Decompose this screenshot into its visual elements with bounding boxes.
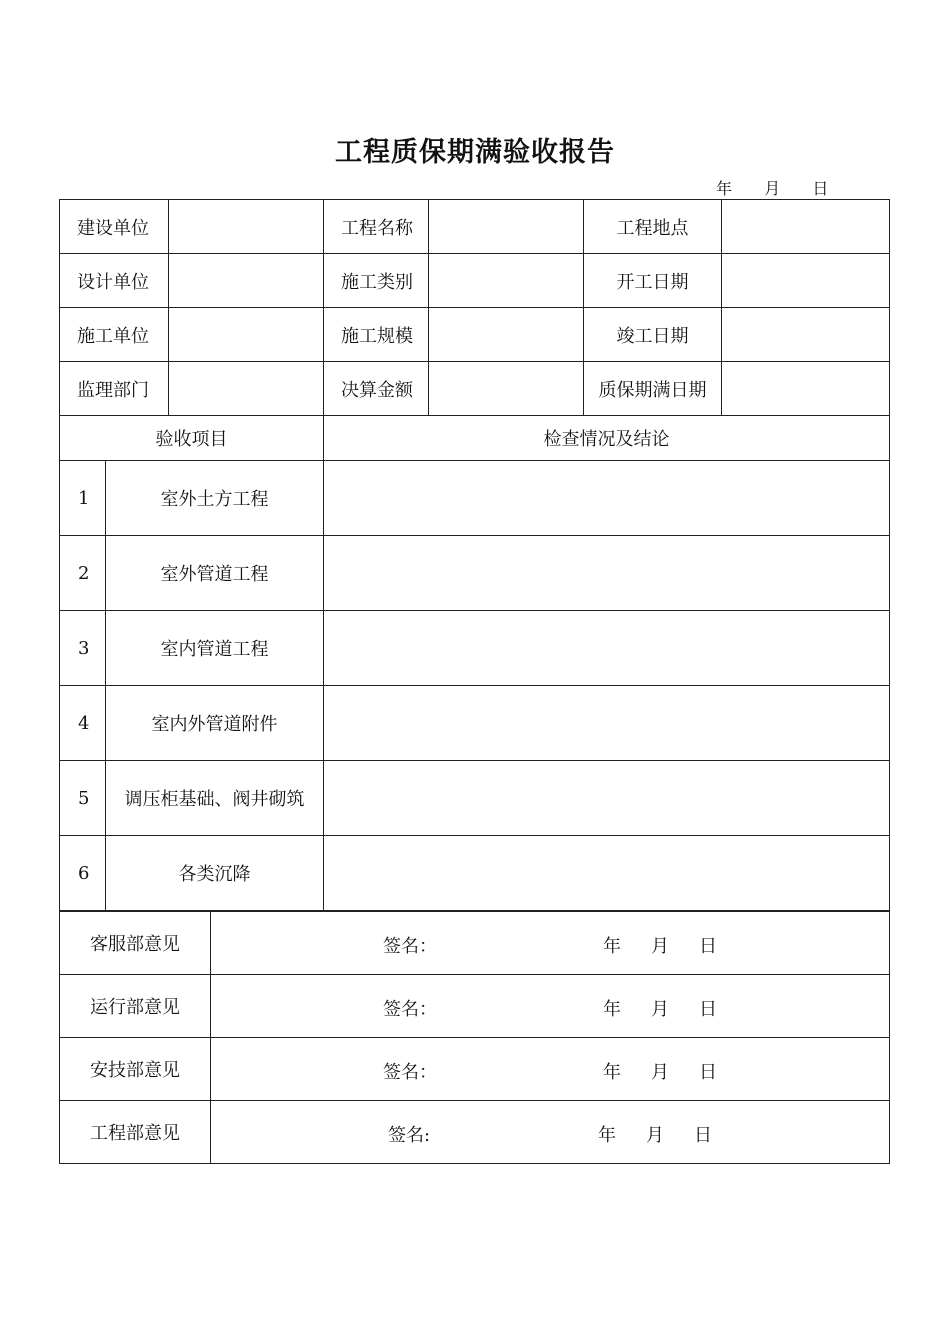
item-name: 室内外管道附件 [106,686,324,761]
date-day: 日 [694,1125,712,1146]
inspection-item-row [60,686,890,761]
header-date-year: 年 [716,179,733,198]
item-result-field[interactable] [324,686,890,761]
opinion-signature-field[interactable] [211,1038,890,1101]
item-result-field[interactable] [324,461,890,536]
info-label: 建设单位 [60,200,169,254]
opinion-row [60,912,890,975]
signature-label: 签名： [383,999,437,1020]
date-day: 日 [699,999,717,1020]
opinion-row [60,975,890,1038]
inspection-item-row [60,761,890,836]
info-label: 竣工日期 [584,308,722,362]
date-day: 日 [699,1062,717,1083]
item-number: 3 [60,611,106,686]
header-date-day: 日 [812,179,829,198]
info-value-field[interactable] [722,200,890,254]
opinion-label: 客服部意见 [60,912,211,975]
info-value-field[interactable] [429,200,584,254]
info-value-field[interactable] [429,254,584,308]
info-label: 施工规模 [324,308,429,362]
opinion-signature-field[interactable] [211,912,890,975]
info-value-field[interactable] [722,362,890,416]
item-number: 6 [60,836,106,911]
item-result-field[interactable] [324,836,890,911]
info-label: 开工日期 [584,254,722,308]
signature-date [598,1121,712,1147]
item-name: 室外土方工程 [106,461,324,536]
page-title: 工程质保期满验收报告 [335,137,615,168]
date-year: 年 [603,936,621,957]
item-name: 室内管道工程 [106,611,324,686]
report-table [59,199,890,911]
item-name: 调压柜基础、阀井砌筑 [106,761,324,836]
info-label: 质保期满日期 [584,362,722,416]
date-year: 年 [603,999,621,1020]
opinion-label: 安技部意见 [60,1038,211,1101]
info-value-field[interactable] [429,308,584,362]
date-month: 月 [651,999,669,1020]
info-value-field[interactable] [169,254,324,308]
opinion-row [60,1101,890,1164]
signature-date [603,1058,717,1084]
signature-label: 签名： [383,1062,437,1083]
opinion-signature-field[interactable] [211,1101,890,1164]
item-result-field[interactable] [324,611,890,686]
info-value-field[interactable] [429,362,584,416]
signature-date [603,932,717,958]
header-date [716,176,828,199]
item-number: 5 [60,761,106,836]
info-label: 设计单位 [60,254,169,308]
header-date-month: 月 [764,179,781,198]
date-year: 年 [598,1125,616,1146]
opinion-label: 工程部意见 [60,1101,211,1164]
info-label: 施工单位 [60,308,169,362]
date-month: 月 [646,1125,664,1146]
inspection-item-row [60,536,890,611]
opinion-row [60,1038,890,1101]
info-row [60,308,890,362]
opinion-label: 运行部意见 [60,975,211,1038]
info-row [60,362,890,416]
inspection-item-row [60,611,890,686]
item-result-field[interactable] [324,761,890,836]
section-header-results: 检查情况及结论 [324,416,890,461]
item-number: 4 [60,686,106,761]
section-header-items: 验收项目 [60,416,324,461]
info-row [60,200,890,254]
opinion-signature-field[interactable] [211,975,890,1038]
opinion-table [59,911,890,1164]
date-month: 月 [651,1062,669,1083]
info-value-field[interactable] [722,308,890,362]
date-month: 月 [651,936,669,957]
info-value-field[interactable] [169,362,324,416]
signature-label: 签名： [383,936,437,957]
signature-date [603,995,717,1021]
info-value-field[interactable] [169,200,324,254]
info-label: 施工类别 [324,254,429,308]
section-header-row [60,416,890,461]
info-label: 工程名称 [324,200,429,254]
inspection-item-row [60,461,890,536]
info-label: 工程地点 [584,200,722,254]
info-row [60,254,890,308]
item-name: 室外管道工程 [106,536,324,611]
date-day: 日 [699,936,717,957]
date-year: 年 [603,1062,621,1083]
info-value-field[interactable] [722,254,890,308]
item-name: 各类沉降 [106,836,324,911]
inspection-item-row [60,836,890,911]
item-result-field[interactable] [324,536,890,611]
info-label: 决算金额 [324,362,429,416]
signature-label: 签名: [388,1125,431,1146]
info-value-field[interactable] [169,308,324,362]
item-number: 1 [60,461,106,536]
info-label: 监理部门 [60,362,169,416]
item-number: 2 [60,536,106,611]
